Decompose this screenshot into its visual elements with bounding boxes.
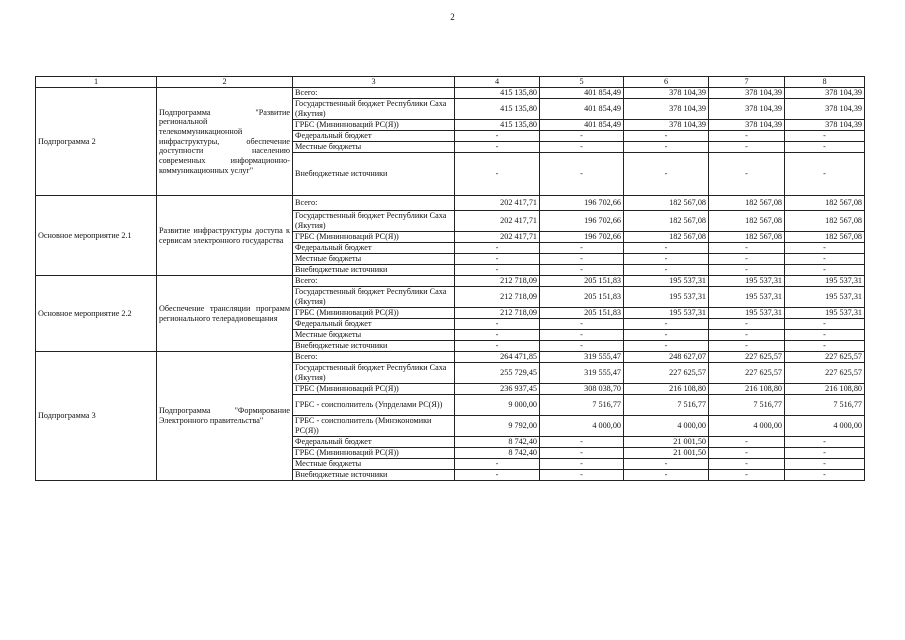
amount-cell: - (540, 131, 624, 142)
amount-cell: 182 567,08 (785, 211, 865, 232)
column-header: 2 (157, 77, 293, 88)
amount-cell: 196 702,66 (540, 211, 624, 232)
amount-cell: - (785, 341, 865, 352)
amount-cell: 21 001,50 (624, 448, 709, 459)
column-header: 5 (540, 77, 624, 88)
funding-source-cell: Всего: (293, 196, 455, 211)
section-description-cell: Подпрограмма "Развитие региональной телекоммуникационной инфраструктуры, обеспечение доступности населению современных информационно-коммуникационных услуг" (157, 88, 293, 196)
amount-cell: - (709, 265, 785, 276)
amount-cell: 212 718,09 (455, 287, 540, 308)
amount-cell: 378 104,39 (709, 88, 785, 99)
amount-cell: 195 537,31 (785, 276, 865, 287)
amount-cell: 378 104,39 (785, 99, 865, 120)
amount-cell: 401 854,49 (540, 88, 624, 99)
amount-cell: 401 854,49 (540, 99, 624, 120)
amount-cell: 182 567,08 (624, 211, 709, 232)
amount-cell: - (624, 470, 709, 481)
amount-cell: 236 937,45 (455, 384, 540, 395)
amount-cell: 4 000,00 (624, 416, 709, 437)
amount-cell: - (709, 142, 785, 153)
table-body (36, 88, 865, 481)
amount-cell: - (709, 254, 785, 265)
amount-cell: 195 537,31 (785, 287, 865, 308)
amount-cell: - (785, 131, 865, 142)
section-description-cell: Развитие инфраструктуры доступа к сервисам электронного государства (157, 196, 293, 276)
amount-cell: 196 702,66 (540, 232, 624, 243)
funding-source-cell: Федеральный бюджет (293, 131, 455, 142)
amount-cell: 212 718,09 (455, 276, 540, 287)
amount-cell: - (455, 341, 540, 352)
amount-cell: 182 567,08 (624, 196, 709, 211)
funding-source-cell: Внебюджетные источники (293, 265, 455, 276)
amount-cell: 378 104,39 (785, 88, 865, 99)
amount-cell: - (540, 470, 624, 481)
amount-cell: 255 729,45 (455, 363, 540, 384)
amount-cell: 216 108,80 (624, 384, 709, 395)
amount-cell: 248 627,07 (624, 352, 709, 363)
amount-cell: 195 537,31 (624, 308, 709, 319)
amount-cell: - (455, 319, 540, 330)
amount-cell: 415 135,80 (455, 120, 540, 131)
amount-cell: 264 471,85 (455, 352, 540, 363)
funding-source-cell: ГРБС (Мининноваций РС(Я)) (293, 384, 455, 395)
amount-cell: - (624, 153, 709, 196)
section-name-cell: Подпрограмма 2 (36, 88, 157, 196)
column-header: 8 (785, 77, 865, 88)
amount-cell: 202 417,71 (455, 196, 540, 211)
funding-source-cell: Федеральный бюджет (293, 319, 455, 330)
amount-cell: 202 417,71 (455, 211, 540, 232)
amount-cell: - (709, 448, 785, 459)
amount-cell: - (709, 153, 785, 196)
amount-cell: - (540, 254, 624, 265)
amount-cell: 7 516,77 (785, 395, 865, 416)
amount-cell: 196 702,66 (540, 196, 624, 211)
amount-cell: - (455, 153, 540, 196)
funding-source-cell: Государственный бюджет Республики Саха (Якутия) (293, 211, 455, 232)
amount-cell: - (785, 254, 865, 265)
table-row (36, 88, 865, 99)
amount-cell: 182 567,08 (624, 232, 709, 243)
amount-cell: - (455, 330, 540, 341)
funding-source-cell: Всего: (293, 352, 455, 363)
amount-cell: 378 104,39 (624, 120, 709, 131)
section-name-cell: Основное мероприятие 2.1 (36, 196, 157, 276)
amount-cell: 319 555,47 (540, 363, 624, 384)
funding-source-cell: Местные бюджеты (293, 254, 455, 265)
amount-cell: - (540, 330, 624, 341)
amount-cell: 195 537,31 (709, 308, 785, 319)
amount-cell: 227 625,57 (709, 352, 785, 363)
table-row (36, 352, 865, 363)
funding-source-cell: Внебюджетные источники (293, 341, 455, 352)
amount-cell: - (624, 265, 709, 276)
amount-cell: 205 151,83 (540, 308, 624, 319)
funding-source-cell: Государственный бюджет Республики Саха (Якутия) (293, 99, 455, 120)
amount-cell: 4 000,00 (709, 416, 785, 437)
funding-source-cell: Местные бюджеты (293, 142, 455, 153)
funding-source-cell: Местные бюджеты (293, 459, 455, 470)
amount-cell: - (709, 437, 785, 448)
amount-cell: - (785, 319, 865, 330)
amount-cell: 227 625,57 (785, 363, 865, 384)
amount-cell: 378 104,39 (624, 88, 709, 99)
amount-cell: 8 742,40 (455, 448, 540, 459)
amount-cell: 7 516,77 (540, 395, 624, 416)
amount-cell: - (455, 265, 540, 276)
column-header: 4 (455, 77, 540, 88)
amount-cell: - (624, 459, 709, 470)
amount-cell: - (540, 341, 624, 352)
funding-source-cell: Местные бюджеты (293, 330, 455, 341)
amount-cell: - (709, 319, 785, 330)
amount-cell: 227 625,57 (785, 352, 865, 363)
amount-cell: - (540, 437, 624, 448)
amount-cell: - (709, 243, 785, 254)
amount-cell: 182 567,08 (785, 232, 865, 243)
amount-cell: 182 567,08 (709, 196, 785, 211)
amount-cell: 378 104,39 (785, 120, 865, 131)
amount-cell: - (455, 131, 540, 142)
amount-cell: 21 001,50 (624, 437, 709, 448)
budget-table (35, 76, 865, 481)
funding-source-cell: Государственный бюджет Республики Саха (Якутия) (293, 287, 455, 308)
amount-cell: 9 792,00 (455, 416, 540, 437)
funding-source-cell: Внебюджетные источники (293, 153, 455, 196)
section-description-cell: Подпрограмма "Формирование Электронного правительства" (157, 352, 293, 481)
amount-cell: - (709, 330, 785, 341)
amount-cell: 216 108,80 (785, 384, 865, 395)
amount-cell: - (455, 459, 540, 470)
amount-cell: 195 537,31 (624, 276, 709, 287)
amount-cell: - (785, 142, 865, 153)
amount-cell: - (709, 131, 785, 142)
column-header: 3 (293, 77, 455, 88)
amount-cell: 182 567,08 (785, 196, 865, 211)
section-name-cell: Основное мероприятие 2.2 (36, 276, 157, 352)
amount-cell: - (540, 243, 624, 254)
funding-source-cell: Всего: (293, 88, 455, 99)
funding-source-cell: ГРБС (Мининноваций РС(Я)) (293, 308, 455, 319)
amount-cell: 212 718,09 (455, 308, 540, 319)
amount-cell: - (455, 243, 540, 254)
amount-cell: - (455, 142, 540, 153)
amount-cell: 182 567,08 (709, 232, 785, 243)
amount-cell: 7 516,77 (709, 395, 785, 416)
amount-cell: - (785, 459, 865, 470)
amount-cell: - (785, 265, 865, 276)
amount-cell: 195 537,31 (709, 287, 785, 308)
amount-cell: - (540, 319, 624, 330)
column-number-row (36, 77, 865, 88)
amount-cell: 195 537,31 (624, 287, 709, 308)
amount-cell: 4 000,00 (785, 416, 865, 437)
amount-cell: - (785, 437, 865, 448)
funding-source-cell: ГРБС (Мининноваций РС(Я)) (293, 232, 455, 243)
amount-cell: 7 516,77 (624, 395, 709, 416)
table-row (36, 276, 865, 287)
table-row (36, 196, 865, 211)
amount-cell: 202 417,71 (455, 232, 540, 243)
amount-cell: 319 555,47 (540, 352, 624, 363)
amount-cell: - (540, 153, 624, 196)
column-header: 6 (624, 77, 709, 88)
amount-cell: - (455, 470, 540, 481)
funding-source-cell: Федеральный бюджет (293, 243, 455, 254)
amount-cell: 227 625,57 (709, 363, 785, 384)
amount-cell: - (540, 265, 624, 276)
amount-cell: - (455, 254, 540, 265)
funding-source-cell: ГРБС (Мининноваций РС(Я)) (293, 120, 455, 131)
amount-cell: - (785, 330, 865, 341)
column-header: 1 (36, 77, 157, 88)
amount-cell: 205 151,83 (540, 287, 624, 308)
amount-cell: 378 104,39 (624, 99, 709, 120)
funding-source-cell: Государственный бюджет Республики Саха (Якутия) (293, 363, 455, 384)
amount-cell: - (540, 448, 624, 459)
funding-source-cell: ГРБС - соисполнитель (Минэкономики РС(Я)) (293, 416, 455, 437)
amount-cell: - (540, 459, 624, 470)
amount-cell: 415 135,80 (455, 88, 540, 99)
amount-cell: - (624, 131, 709, 142)
amount-cell: 4 000,00 (540, 416, 624, 437)
amount-cell: 227 625,57 (624, 363, 709, 384)
amount-cell: 195 537,31 (785, 308, 865, 319)
amount-cell: - (624, 142, 709, 153)
amount-cell: - (624, 319, 709, 330)
section-description-cell: Обеспечение трансляции программ регионального телерадиовещания (157, 276, 293, 352)
amount-cell: 205 151,83 (540, 276, 624, 287)
amount-cell: 195 537,31 (709, 276, 785, 287)
funding-source-cell: ГРБС (Мининноваций РС(Я)) (293, 448, 455, 459)
funding-source-cell: Федеральный бюджет (293, 437, 455, 448)
column-header: 7 (709, 77, 785, 88)
amount-cell: - (785, 153, 865, 196)
funding-source-cell: Внебюджетные источники (293, 470, 455, 481)
funding-source-cell: ГРБС - соисполнитель (Упрделами РС(Я)) (293, 395, 455, 416)
page-number: 2 (450, 12, 455, 22)
amount-cell: - (540, 142, 624, 153)
amount-cell: - (785, 243, 865, 254)
amount-cell: 216 108,80 (709, 384, 785, 395)
section-name-cell: Подпрограмма 3 (36, 352, 157, 481)
amount-cell: - (709, 459, 785, 470)
amount-cell: - (624, 254, 709, 265)
amount-cell: - (624, 341, 709, 352)
amount-cell: - (785, 470, 865, 481)
amount-cell: - (624, 243, 709, 254)
amount-cell: 415 135,80 (455, 99, 540, 120)
amount-cell: 378 104,39 (709, 120, 785, 131)
amount-cell: - (785, 448, 865, 459)
amount-cell: - (709, 470, 785, 481)
amount-cell: 9 000,00 (455, 395, 540, 416)
amount-cell: - (709, 341, 785, 352)
amount-cell: 308 038,70 (540, 384, 624, 395)
amount-cell: 182 567,08 (709, 211, 785, 232)
funding-source-cell: Всего: (293, 276, 455, 287)
amount-cell: 401 854,49 (540, 120, 624, 131)
amount-cell: - (624, 330, 709, 341)
amount-cell: 378 104,39 (709, 99, 785, 120)
amount-cell: 8 742,40 (455, 437, 540, 448)
